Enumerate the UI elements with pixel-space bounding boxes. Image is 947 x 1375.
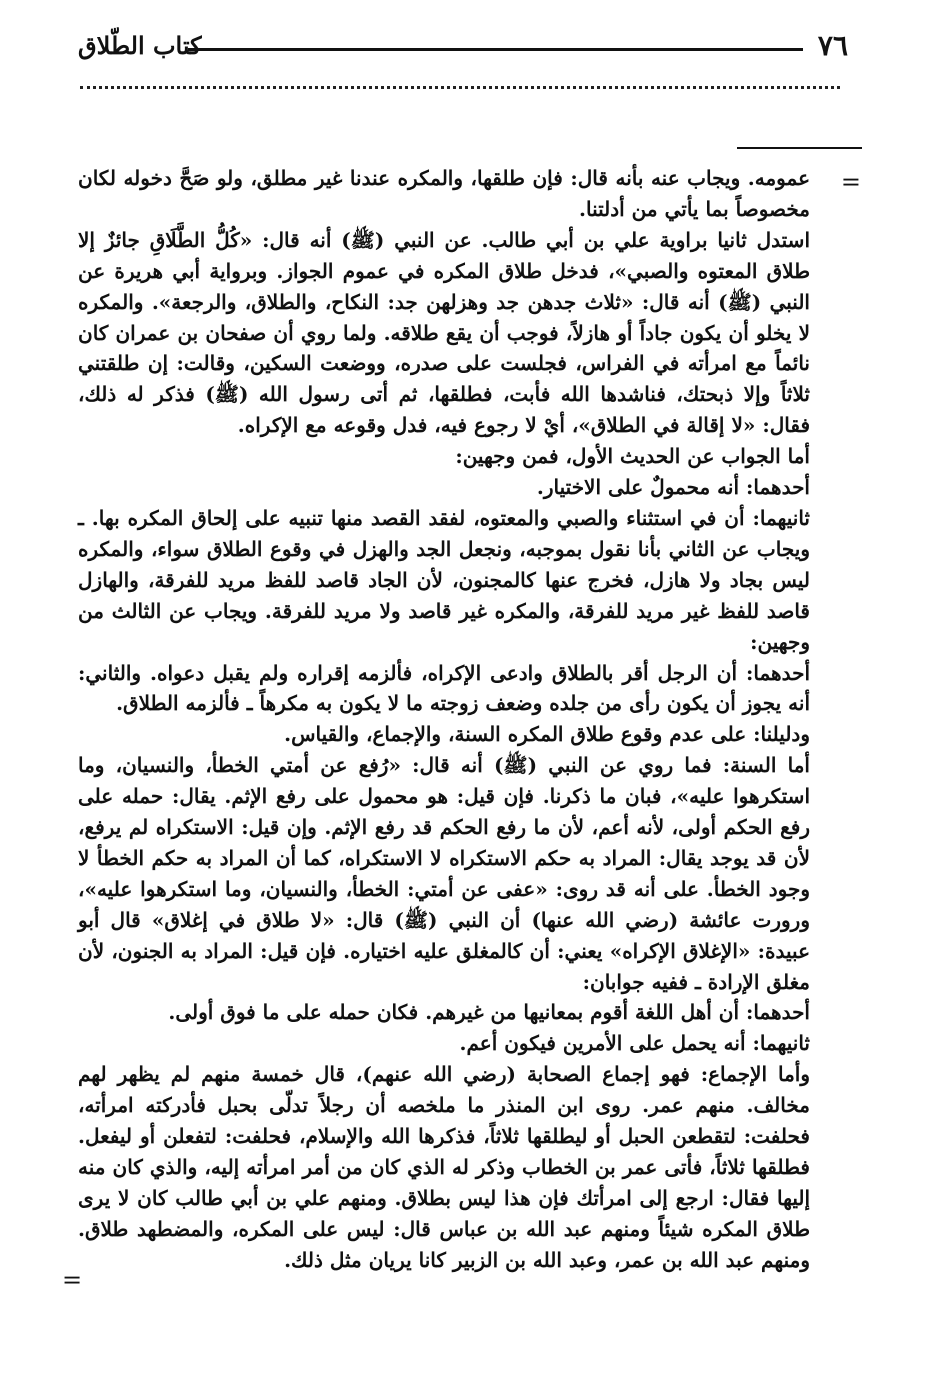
paragraph: أما السنة: فما روي عن النبي (ﷺ) أنه قال: «رُفع عن أمتي الخطأ، والنسيان، وما استكرهوا عليه»، فبان ما ذكرنا. فإن قيل: هو محمول على رفع الإثم. يقال: حمله على رفع الحكم أولى، لأنه أعم، لأن ما رفع الحكم قد رفع الإثم. وإن قيل: الاستكراه لم يرفع، لأن قد يوجد يقال: المراد به حكم الاستكراه لا الاستكراه، كما أن المراد به حكم الخطأ لا وجود الخطأ. على أنه قد روى: «عفى عن أمتي: الخطأ، والنسيان، وما استكرهوا عليه»، ورورت عائشة (رضي الله عنها) أن النبي (ﷺ) قال: «لا طلاق في إغلاق» قال أبو عبيدة: «الإغلاق الإكراه» يعني: أن كالمغلق عليه اختياره. فإن قيل: المراد به الجنون، لأن مغلق الإرادة ـ ففيه جوابان: bbox=[78, 753, 810, 994]
page-header bbox=[78, 28, 848, 68]
paragraph: أحدهما: أن الرجل أقر بالطلاق وادعى الإكراه، فألزمه إقراره ولم يقبل دعواه. والثاني: أنه يجوز أن يكون رأى من جلده وضعف زوجته ما لا يكون به مكرهاً ـ فألزمه الطلاق. bbox=[78, 660, 810, 716]
continuation-mark: = bbox=[840, 168, 861, 196]
paragraph: ثانيهما: أنه يحمل على الأمرين فيكون أعم. bbox=[459, 1031, 810, 1056]
page-number: ٧٦ bbox=[817, 29, 848, 62]
header-rule bbox=[188, 48, 803, 51]
paragraph: ثانيهما: أن في استثناء والصبي والمعتوه، لفقد القصد منها تنبيه على إلحاق المكره بها. ـ ويجاب عن الثاني بأنا نقول بموجبه، ونجعل الجد والهزل في وقوع الطلاق سواء، والمكره ليس بجاد ولا هازل، فخرج عنها كالمجنون، لأن الجاد قاصد للفظ مريد للفرقة، والهازل قاصد للفظ غير مريد للفرقة، والمكره غير قاصد ولا مريد للفرقة. ويجاب عن الثالث من وجهين: bbox=[78, 505, 810, 654]
paragraph: عمومه. ويجاب عنه بأنه قال: فإن طلقها، والمكره عندنا غير مطلق، ولو صَحَّ دخوله لكان مخصوصاً بما يأتي من أدلتنا. bbox=[78, 166, 810, 221]
body-text bbox=[78, 163, 810, 1276]
paragraph: ودليلنا: على عدم وقوع طلاق المكره السنة، والإجماع، والقياس. bbox=[284, 722, 810, 747]
paragraph: أما الجواب عن الحديث الأول، فمن وجهين: bbox=[455, 444, 810, 469]
paragraph: استدل ثانيا براوية علي بن أبي طالب. عن النبي (ﷺ) أنه قال: «كُلُّ الطَّلَاقِ جائزٌ إلا طلاق المعتوه والصبي»، فدخل طلاق المكره في عموم الجواز. وبرواية أبي هريرة عن النبي (ﷺ) أنه قال: «ثلاث جدهن جد وهزلهن جد: النكاح، والطلاق، والرجعة». والمكره لا يخلو أن يكون جاداً أو هازلاً، فوجب أن يقع طلاقه. ولما روي أن صفحان بن عمران كان نائماً مع امرأته في الفراس، فجلست على صدره، ووضعت السكين، وقالت: إن طلقتني ثلاثاً وإلا ذبحتك، فناشدها الله فأبت، فطلقها، ثم أتى رسول الله (ﷺ) فذكر له ذلك، فقال: «لا إقالة في الطلاق»، أيْ لا رجوع فيه، فدل وقوعه مع الإكراه. bbox=[78, 227, 810, 438]
paragraph: وأما الإجماع: فهو إجماع الصحابة (رضي الله عنهم)، قال خمسة منهم لم يظهر لهم مخالف. منهم عمر. روى ابن المنذر ما ملخصه أن رجلاً تدلّى بحبل فأدركته امرأته، فحلفت: لتقطعن الحبل أو ليطلقها ثلاثاً، فذكرها الله والإسلام، فحلفت: لتفعلن أو ليفعل. فطلقها ثلاثاً، فأتى عمر بن الخطاب وذكر له الذي كان من أمر امرأته إليه، والذي كان منه إليها فقال: ارجع إلى امرأتك فإن هذا ليس بطلاق. ومنهم علي بن أبي طالب كان لا يرى طلاق المكره شيئاً ومنهم عبد الله بن عباس قال: ليس على المكره، والمضطهد طلاق. ومنهم عبد الله بن عمر، وعبد الله بن الزبير كانا يريان مثل ذلك. bbox=[78, 1062, 810, 1272]
end-mark: = bbox=[62, 1266, 83, 1294]
paragraph: أحدهما: أن أهل اللغة أقوم بمعانيها من غيرهم. فكان حمله على ما فوق أولى. bbox=[168, 1000, 810, 1025]
book-title: كتاب الطّلاق bbox=[78, 31, 202, 60]
footnote-rule bbox=[737, 147, 862, 149]
dotted-separator bbox=[80, 86, 840, 97]
paragraph: أحدهما: أنه محمولٌ على الاختيار. bbox=[536, 475, 810, 500]
